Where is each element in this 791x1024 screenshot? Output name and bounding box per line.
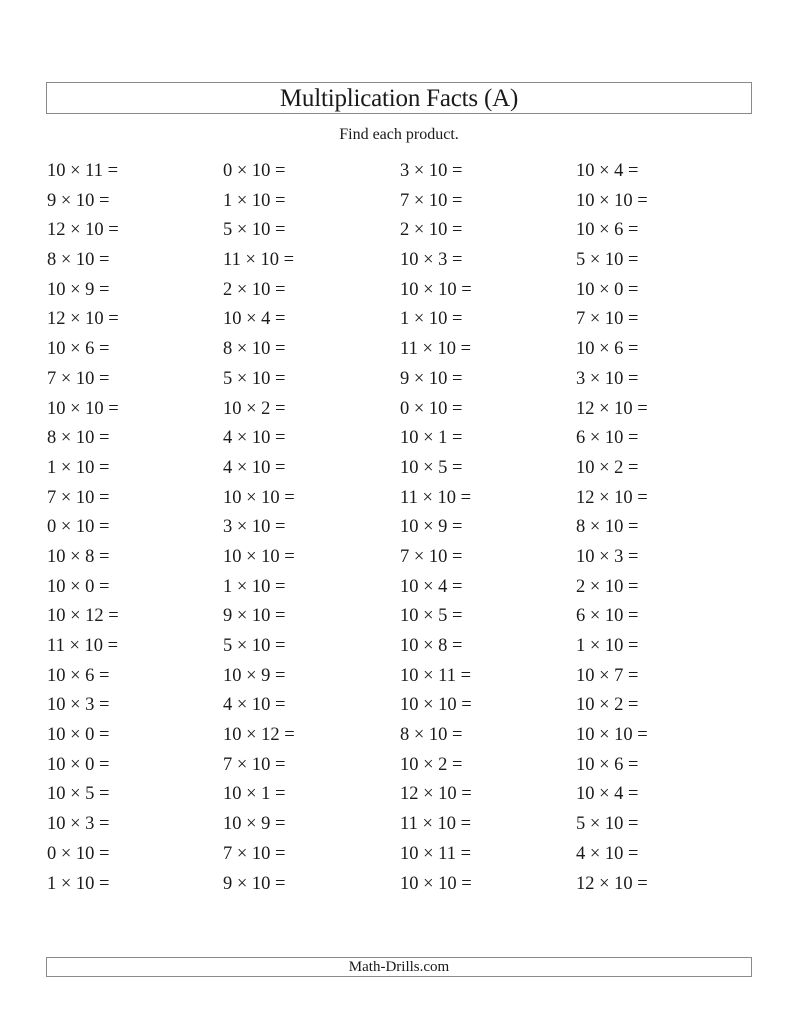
- problem-item: 8 × 10 =: [576, 517, 639, 538]
- problem-item: 11 × 10 =: [400, 487, 472, 508]
- problem-item: 7 × 10 =: [223, 754, 286, 775]
- problem-item: 11 × 10 =: [223, 250, 295, 271]
- problem-item: 12 × 10 =: [400, 784, 472, 805]
- problem-item: 5 × 10 =: [223, 220, 286, 241]
- problem-item: 10 × 10 =: [223, 546, 295, 567]
- problem-row: [47, 694, 753, 724]
- problem-item: 10 × 9 =: [47, 279, 110, 300]
- problem-item: 8 × 10 =: [223, 339, 286, 360]
- problem-item: 10 × 10 =: [400, 695, 472, 716]
- problem-item: 10 × 6 =: [47, 665, 110, 686]
- problem-row: [47, 873, 753, 903]
- problem-item: 10 × 2 =: [400, 754, 463, 775]
- problem-row: [47, 308, 753, 338]
- problem-item: 0 × 10 =: [400, 398, 463, 419]
- problem-row: [47, 516, 753, 546]
- problem-item: 8 × 10 =: [400, 725, 463, 746]
- problem-item: 12 × 10 =: [47, 220, 119, 241]
- problem-item: 9 × 10 =: [223, 873, 286, 894]
- problem-row: [47, 546, 753, 576]
- problem-item: 9 × 10 =: [400, 368, 463, 389]
- problem-item: 10 × 12 =: [223, 725, 295, 746]
- problem-item: 10 × 5 =: [400, 457, 463, 478]
- problem-item: 10 × 0 =: [47, 725, 110, 746]
- problem-item: 10 × 6 =: [47, 339, 110, 360]
- problem-item: 3 × 10 =: [576, 368, 639, 389]
- problem-item: 1 × 10 =: [223, 576, 286, 597]
- problem-item: 8 × 10 =: [47, 250, 110, 271]
- problem-item: 10 × 3 =: [47, 695, 110, 716]
- problem-item: 2 × 10 =: [223, 279, 286, 300]
- problem-item: 10 × 5 =: [400, 606, 463, 627]
- problem-item: 10 × 7 =: [576, 665, 639, 686]
- problem-row: [47, 368, 753, 398]
- problem-item: 5 × 10 =: [223, 368, 286, 389]
- problem-item: 10 × 4 =: [223, 309, 286, 330]
- footer-box: [46, 957, 752, 977]
- problem-item: 8 × 10 =: [47, 428, 110, 449]
- problem-item: 10 × 9 =: [223, 814, 286, 835]
- problem-item: 9 × 10 =: [47, 190, 110, 211]
- problem-row: [47, 160, 753, 190]
- problem-item: 10 × 4 =: [576, 161, 639, 181]
- problem-item: 12 × 10 =: [576, 487, 648, 508]
- problem-item: 5 × 10 =: [223, 636, 286, 656]
- problem-item: 10 × 0 =: [576, 279, 639, 300]
- problem-row: [47, 457, 753, 487]
- problem-row: [47, 190, 753, 220]
- problem-item: 10 × 11 =: [400, 665, 472, 686]
- problem-item: 10 × 6 =: [576, 339, 639, 360]
- problem-item: 7 × 10 =: [47, 368, 110, 389]
- problem-item: 0 × 10 =: [47, 843, 110, 864]
- problem-row: [47, 249, 753, 279]
- problem-item: 10 × 1 =: [400, 428, 463, 449]
- problem-row: [47, 338, 753, 368]
- problem-item: 1 × 10 =: [47, 873, 110, 894]
- problem-item: 7 × 10 =: [576, 309, 639, 330]
- problem-item: 10 × 6 =: [576, 754, 639, 775]
- problem-item: 10 × 3 =: [400, 250, 463, 271]
- problem-item: 10 × 2 =: [576, 457, 639, 478]
- worksheet-title-box: [46, 82, 752, 114]
- problem-item: 10 × 3 =: [576, 546, 639, 567]
- worksheet-title: Multiplication Facts (A): [279, 85, 519, 112]
- instructions: Find each product.: [339, 126, 459, 143]
- problem-item: 12 × 10 =: [47, 309, 119, 330]
- problem-item: 10 × 5 =: [47, 784, 110, 805]
- problem-row: [47, 605, 753, 635]
- problem-item: 5 × 10 =: [576, 814, 639, 835]
- problem-item: 7 × 10 =: [223, 843, 286, 864]
- problem-row: [47, 398, 753, 428]
- problem-item: 10 × 10 =: [400, 279, 472, 300]
- problem-item: 5 × 10 =: [576, 250, 639, 271]
- problem-item: 6 × 10 =: [576, 606, 639, 627]
- problem-item: 2 × 10 =: [400, 220, 463, 241]
- problem-item: 0 × 10 =: [47, 517, 110, 538]
- problem-item: 4 × 10 =: [223, 695, 286, 716]
- problem-row: [47, 813, 753, 843]
- problem-item: 10 × 9 =: [400, 517, 463, 538]
- problem-item: 11 × 10 =: [47, 636, 119, 656]
- problem-row: [47, 843, 753, 873]
- problem-row: [47, 754, 753, 784]
- problem-item: 10 × 4 =: [400, 576, 463, 597]
- problem-item: 7 × 10 =: [47, 487, 110, 508]
- problem-row: [47, 635, 753, 665]
- problem-item: 6 × 10 =: [576, 428, 639, 449]
- problem-item: 10 × 1 =: [223, 784, 286, 805]
- problem-item: 11 × 10 =: [400, 814, 472, 835]
- problem-row: [47, 724, 753, 754]
- problem-item: 4 × 10 =: [223, 457, 286, 478]
- problem-item: 10 × 6 =: [576, 220, 639, 241]
- problem-item: 7 × 10 =: [400, 190, 463, 211]
- problem-row: [47, 279, 753, 309]
- problem-item: 7 × 10 =: [400, 546, 463, 567]
- problem-item: 10 × 10 =: [576, 190, 648, 211]
- problem-item: 10 × 10 =: [223, 487, 295, 508]
- problem-item: 10 × 4 =: [576, 784, 639, 805]
- problem-item: 10 × 8 =: [47, 546, 110, 567]
- problem-item: 1 × 10 =: [576, 636, 639, 656]
- problem-item: 10 × 0 =: [47, 576, 110, 597]
- problem-item: 12 × 10 =: [576, 398, 648, 419]
- problem-row: [47, 487, 753, 517]
- problem-item: 9 × 10 =: [223, 606, 286, 627]
- problem-item: 10 × 11 =: [47, 161, 119, 181]
- problem-item: 10 × 10 =: [400, 873, 472, 894]
- problem-item: 4 × 10 =: [576, 843, 639, 864]
- problem-item: 11 × 10 =: [400, 339, 472, 360]
- problem-item: 10 × 10 =: [47, 398, 119, 419]
- problem-item: 1 × 10 =: [400, 309, 463, 330]
- problem-item: 10 × 2 =: [223, 398, 286, 419]
- problem-item: 4 × 10 =: [223, 428, 286, 449]
- problem-item: 2 × 10 =: [576, 576, 639, 597]
- problem-row: [47, 576, 753, 606]
- problem-item: 10 × 10 =: [576, 725, 648, 746]
- problem-item: 3 × 10 =: [400, 161, 463, 181]
- problem-grid: [47, 160, 753, 902]
- problem-item: 10 × 3 =: [47, 814, 110, 835]
- problem-item: 10 × 8 =: [400, 636, 463, 656]
- problem-row: [47, 665, 753, 695]
- problem-item: 10 × 11 =: [400, 843, 472, 864]
- problem-row: [47, 219, 753, 249]
- problem-item: 0 × 10 =: [223, 161, 286, 181]
- problem-item: 10 × 9 =: [223, 665, 286, 686]
- problem-row: [47, 783, 753, 813]
- problem-row: [47, 427, 753, 457]
- problem-item: 10 × 2 =: [576, 695, 639, 716]
- problem-item: 1 × 10 =: [223, 190, 286, 211]
- footer-site-name: Math-Drills.com: [348, 958, 450, 975]
- problem-item: 10 × 0 =: [47, 754, 110, 775]
- problem-item: 10 × 12 =: [47, 606, 119, 627]
- problem-item: 1 × 10 =: [47, 457, 110, 478]
- problem-item: 3 × 10 =: [223, 517, 286, 538]
- problem-item: 12 × 10 =: [576, 873, 648, 894]
